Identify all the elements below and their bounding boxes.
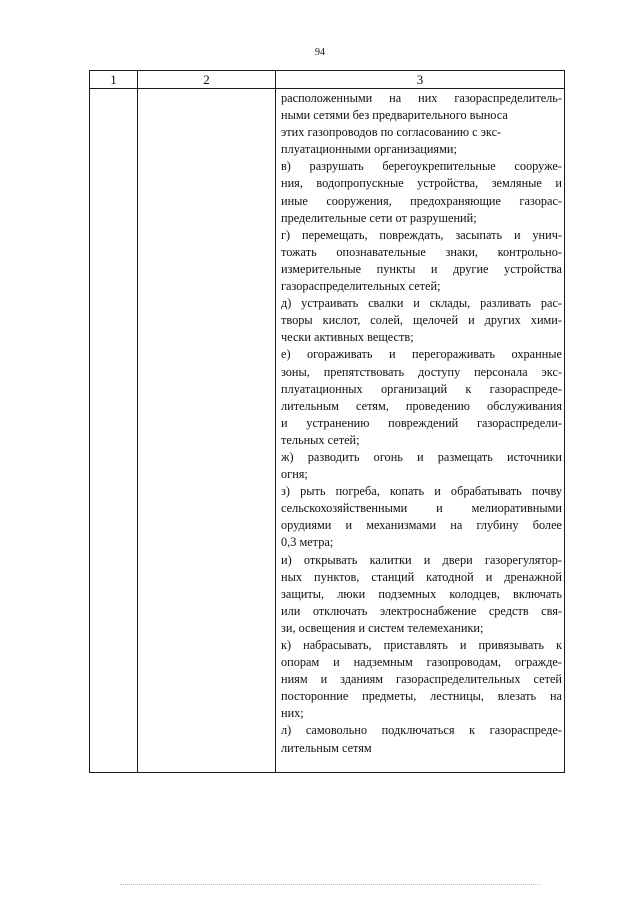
text-line: иные сооружения, предохраняющие газорас-: [281, 193, 562, 208]
text-line: ных пунктов, станций катодной и дренажной: [281, 569, 562, 584]
text-line: чески активных веществ;: [281, 330, 414, 345]
text-line: ж) разводить огонь и размещать источники: [281, 449, 562, 464]
text-line: опорам и надземным газопроводам, огражде-: [281, 655, 562, 670]
text-line: л) самовольно подключаться к газораспреде-: [281, 723, 562, 738]
text-line: ния, водопропускные устройства, земляные и: [281, 176, 562, 191]
text-line: творы кислот, солей, щелочей и других хими-: [281, 313, 562, 328]
text-line: и) открывать калитки и двери газорегулятор-: [281, 552, 562, 567]
page-number: 94: [315, 47, 325, 58]
cell-column-1: [90, 89, 138, 773]
text-line: расположенными на них газораспределитель-: [281, 91, 562, 105]
text-line: лительным сетям: [281, 740, 372, 755]
text-line: плуатационными организациями;: [281, 142, 457, 157]
text-line: тожать опознавательные знаки, контрольно-: [281, 244, 562, 259]
text-line: измерительные пункты и другие устройства: [281, 261, 562, 276]
column-header-3: 3: [276, 71, 565, 89]
regulation-table: [89, 70, 565, 773]
scan-artifact-line: [120, 884, 540, 887]
text-line: газораспределительных сетей;: [281, 279, 441, 294]
text-line: ниям и зданиям газораспределительных сетей: [281, 672, 562, 687]
text-line: 0,3 метра;: [281, 535, 334, 550]
prohibitions-text: [276, 89, 564, 757]
text-line: ными сетями без предварительного выноса: [281, 108, 508, 123]
column-header-2: 2: [138, 71, 276, 89]
text-line: огня;: [281, 467, 308, 482]
text-line: защиты, люки подземных колодцев, включать: [281, 586, 562, 601]
text-line: плуатационных организаций к газораспреде-: [281, 381, 562, 396]
cell-column-2: [138, 89, 276, 773]
text-line: и устранению повреждений газораспредели-: [281, 415, 562, 430]
text-line: посторонние предметы, лестницы, влезать на: [281, 689, 562, 704]
cell-column-3: [276, 89, 565, 773]
text-line: тельных сетей;: [281, 432, 360, 447]
text-line: е) огораживать и перегораживать охранные: [281, 347, 562, 362]
text-line: этих газопроводов по согласованию с экс-: [281, 125, 502, 140]
text-line: пределительные сети от разрушений;: [281, 210, 477, 225]
text-line: или отключать электроснабжение средств свя-: [281, 603, 562, 618]
text-line: г) перемещать, повреждать, засыпать и унич-: [281, 227, 562, 242]
text-line: лительным сетям, проведению обслуживания: [281, 398, 562, 413]
text-line: к) набрасывать, приставлять и привязывать к: [281, 638, 562, 652]
text-line: в) разрушать берегоукрепительные сооруже-: [281, 159, 562, 174]
table-header-row: [90, 71, 565, 89]
text-line: д) устраивать свалки и склады, разливать рас-: [281, 296, 562, 311]
text-line: зи, освещения и систем телемеханики;: [281, 620, 484, 635]
text-line: сельскохозяйственными и мелиоративными: [281, 501, 562, 516]
text-line: зоны, препятствовать доступу персонала экс-: [281, 364, 562, 379]
column-header-1: 1: [90, 71, 138, 89]
text-line: орудиями и механизмами на глубину более: [281, 518, 562, 533]
text-line: них;: [281, 706, 304, 721]
text-line: з) рыть погреба, копать и обрабатывать почву: [281, 484, 562, 499]
table-row: [90, 89, 565, 773]
